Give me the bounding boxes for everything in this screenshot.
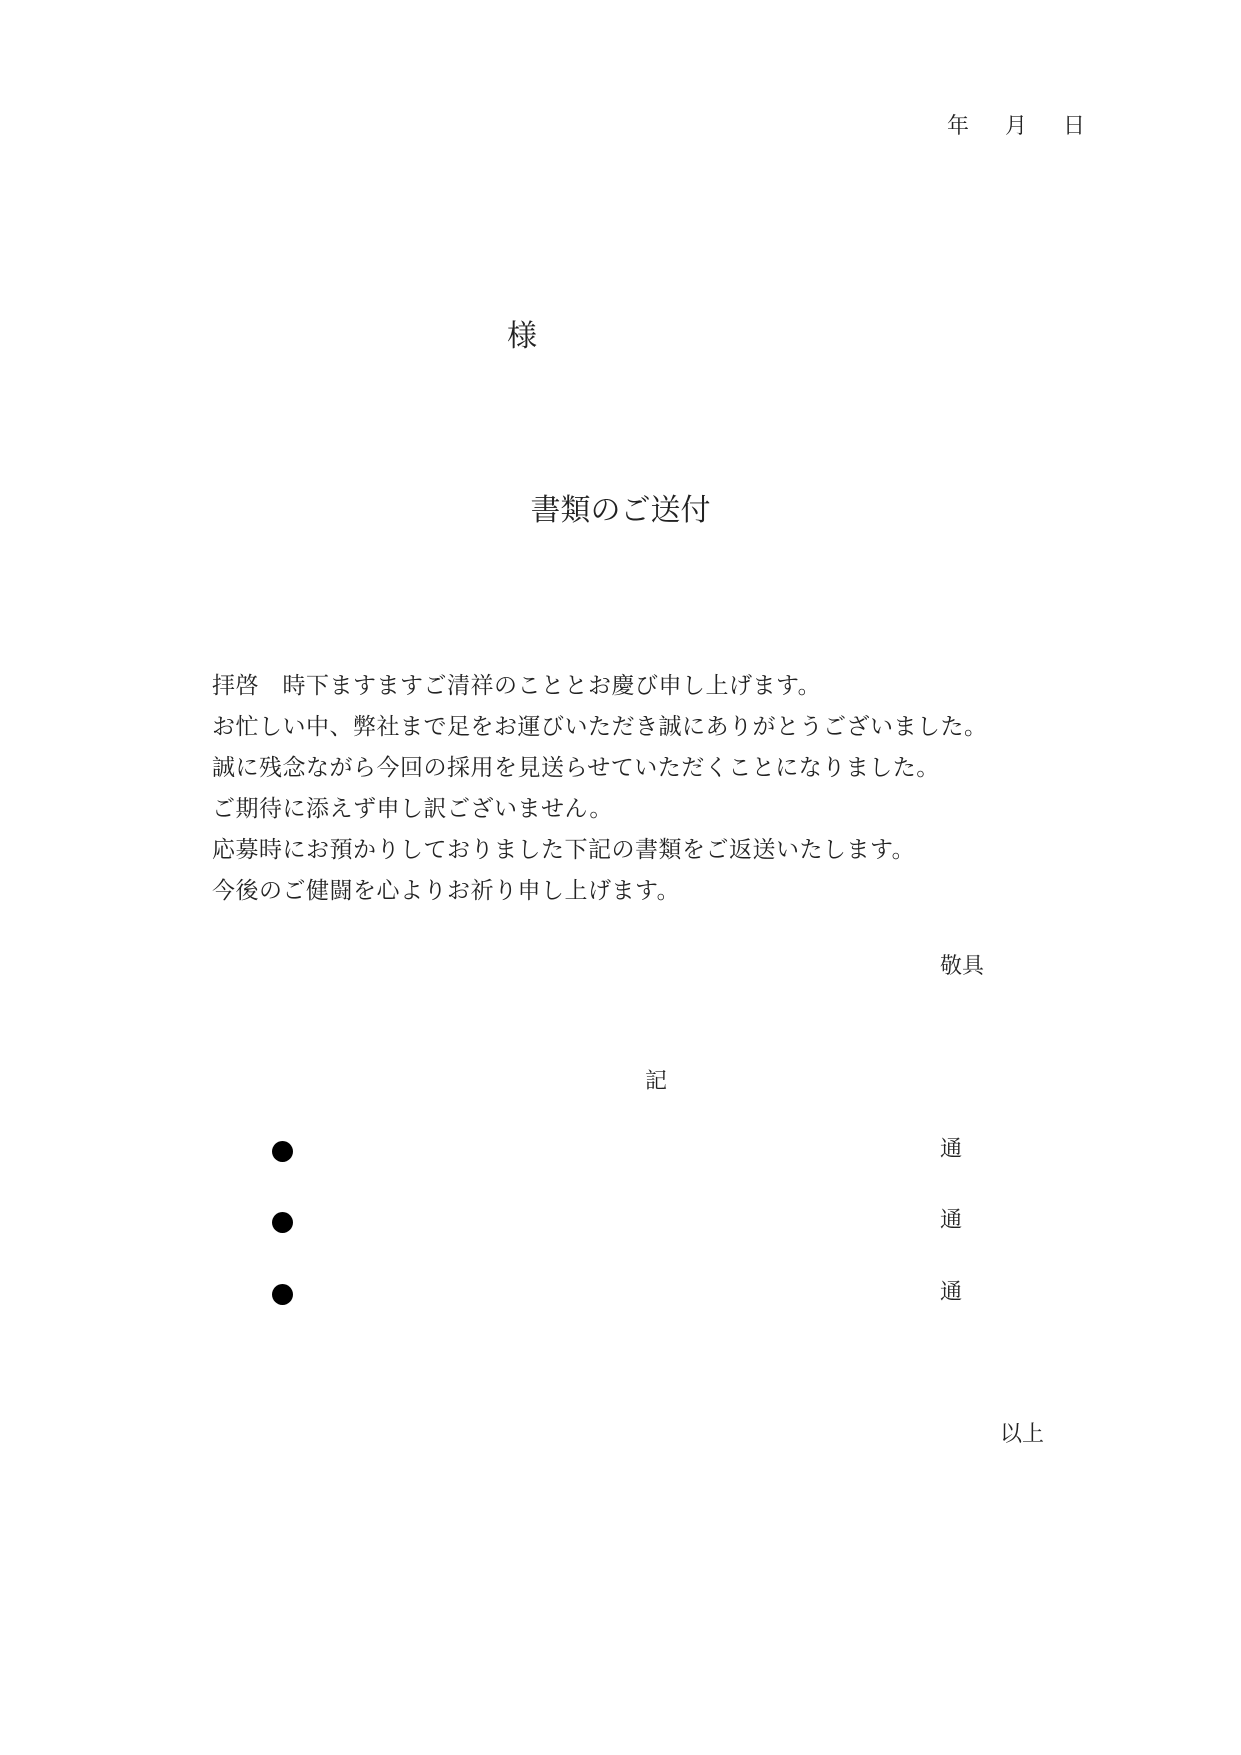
date-day-label: 日 <box>1063 114 1086 139</box>
date-year-label: 年 <box>947 114 970 139</box>
document-title: 書類のご送付 <box>530 493 711 528</box>
bullet-icon <box>272 1284 293 1305</box>
record-heading: 記 <box>644 1069 667 1094</box>
enclosure-item <box>0 1278 1241 1318</box>
date-month-label: 月 <box>1005 114 1028 139</box>
enclosure-item <box>0 1135 1241 1175</box>
body-line: 応募時にお預かりしておりました下記の書類をご返送いたします。 <box>212 837 916 863</box>
enclosure-count-unit: 通 <box>940 1208 963 1233</box>
body-line: ご期待に添えず申し訳ございません。 <box>212 796 613 822</box>
body-line: 拝啓 時下ますますご清祥のこととお慶び申し上げます。 <box>212 673 822 699</box>
bullet-icon <box>272 1141 293 1162</box>
letter-body <box>212 666 988 912</box>
recipient-honorific: 様 <box>507 319 537 354</box>
body-line: 誠に残念ながら今回の採用を見送らせていただくことになりました。 <box>212 755 940 781</box>
end-mark: 以上 <box>1000 1422 1045 1447</box>
enclosure-count-unit: 通 <box>940 1137 963 1162</box>
enclosure-item <box>0 1206 1241 1246</box>
enclosure-count-unit: 通 <box>940 1280 963 1305</box>
body-line: お忙しい中、弊社まで足をお運びいただき誠にありがとうございました。 <box>212 714 988 740</box>
body-line: 今後のご健闘を心よりお祈り申し上げます。 <box>212 878 681 904</box>
closing-phrase: 敬具 <box>940 954 985 979</box>
bullet-icon <box>272 1212 293 1233</box>
